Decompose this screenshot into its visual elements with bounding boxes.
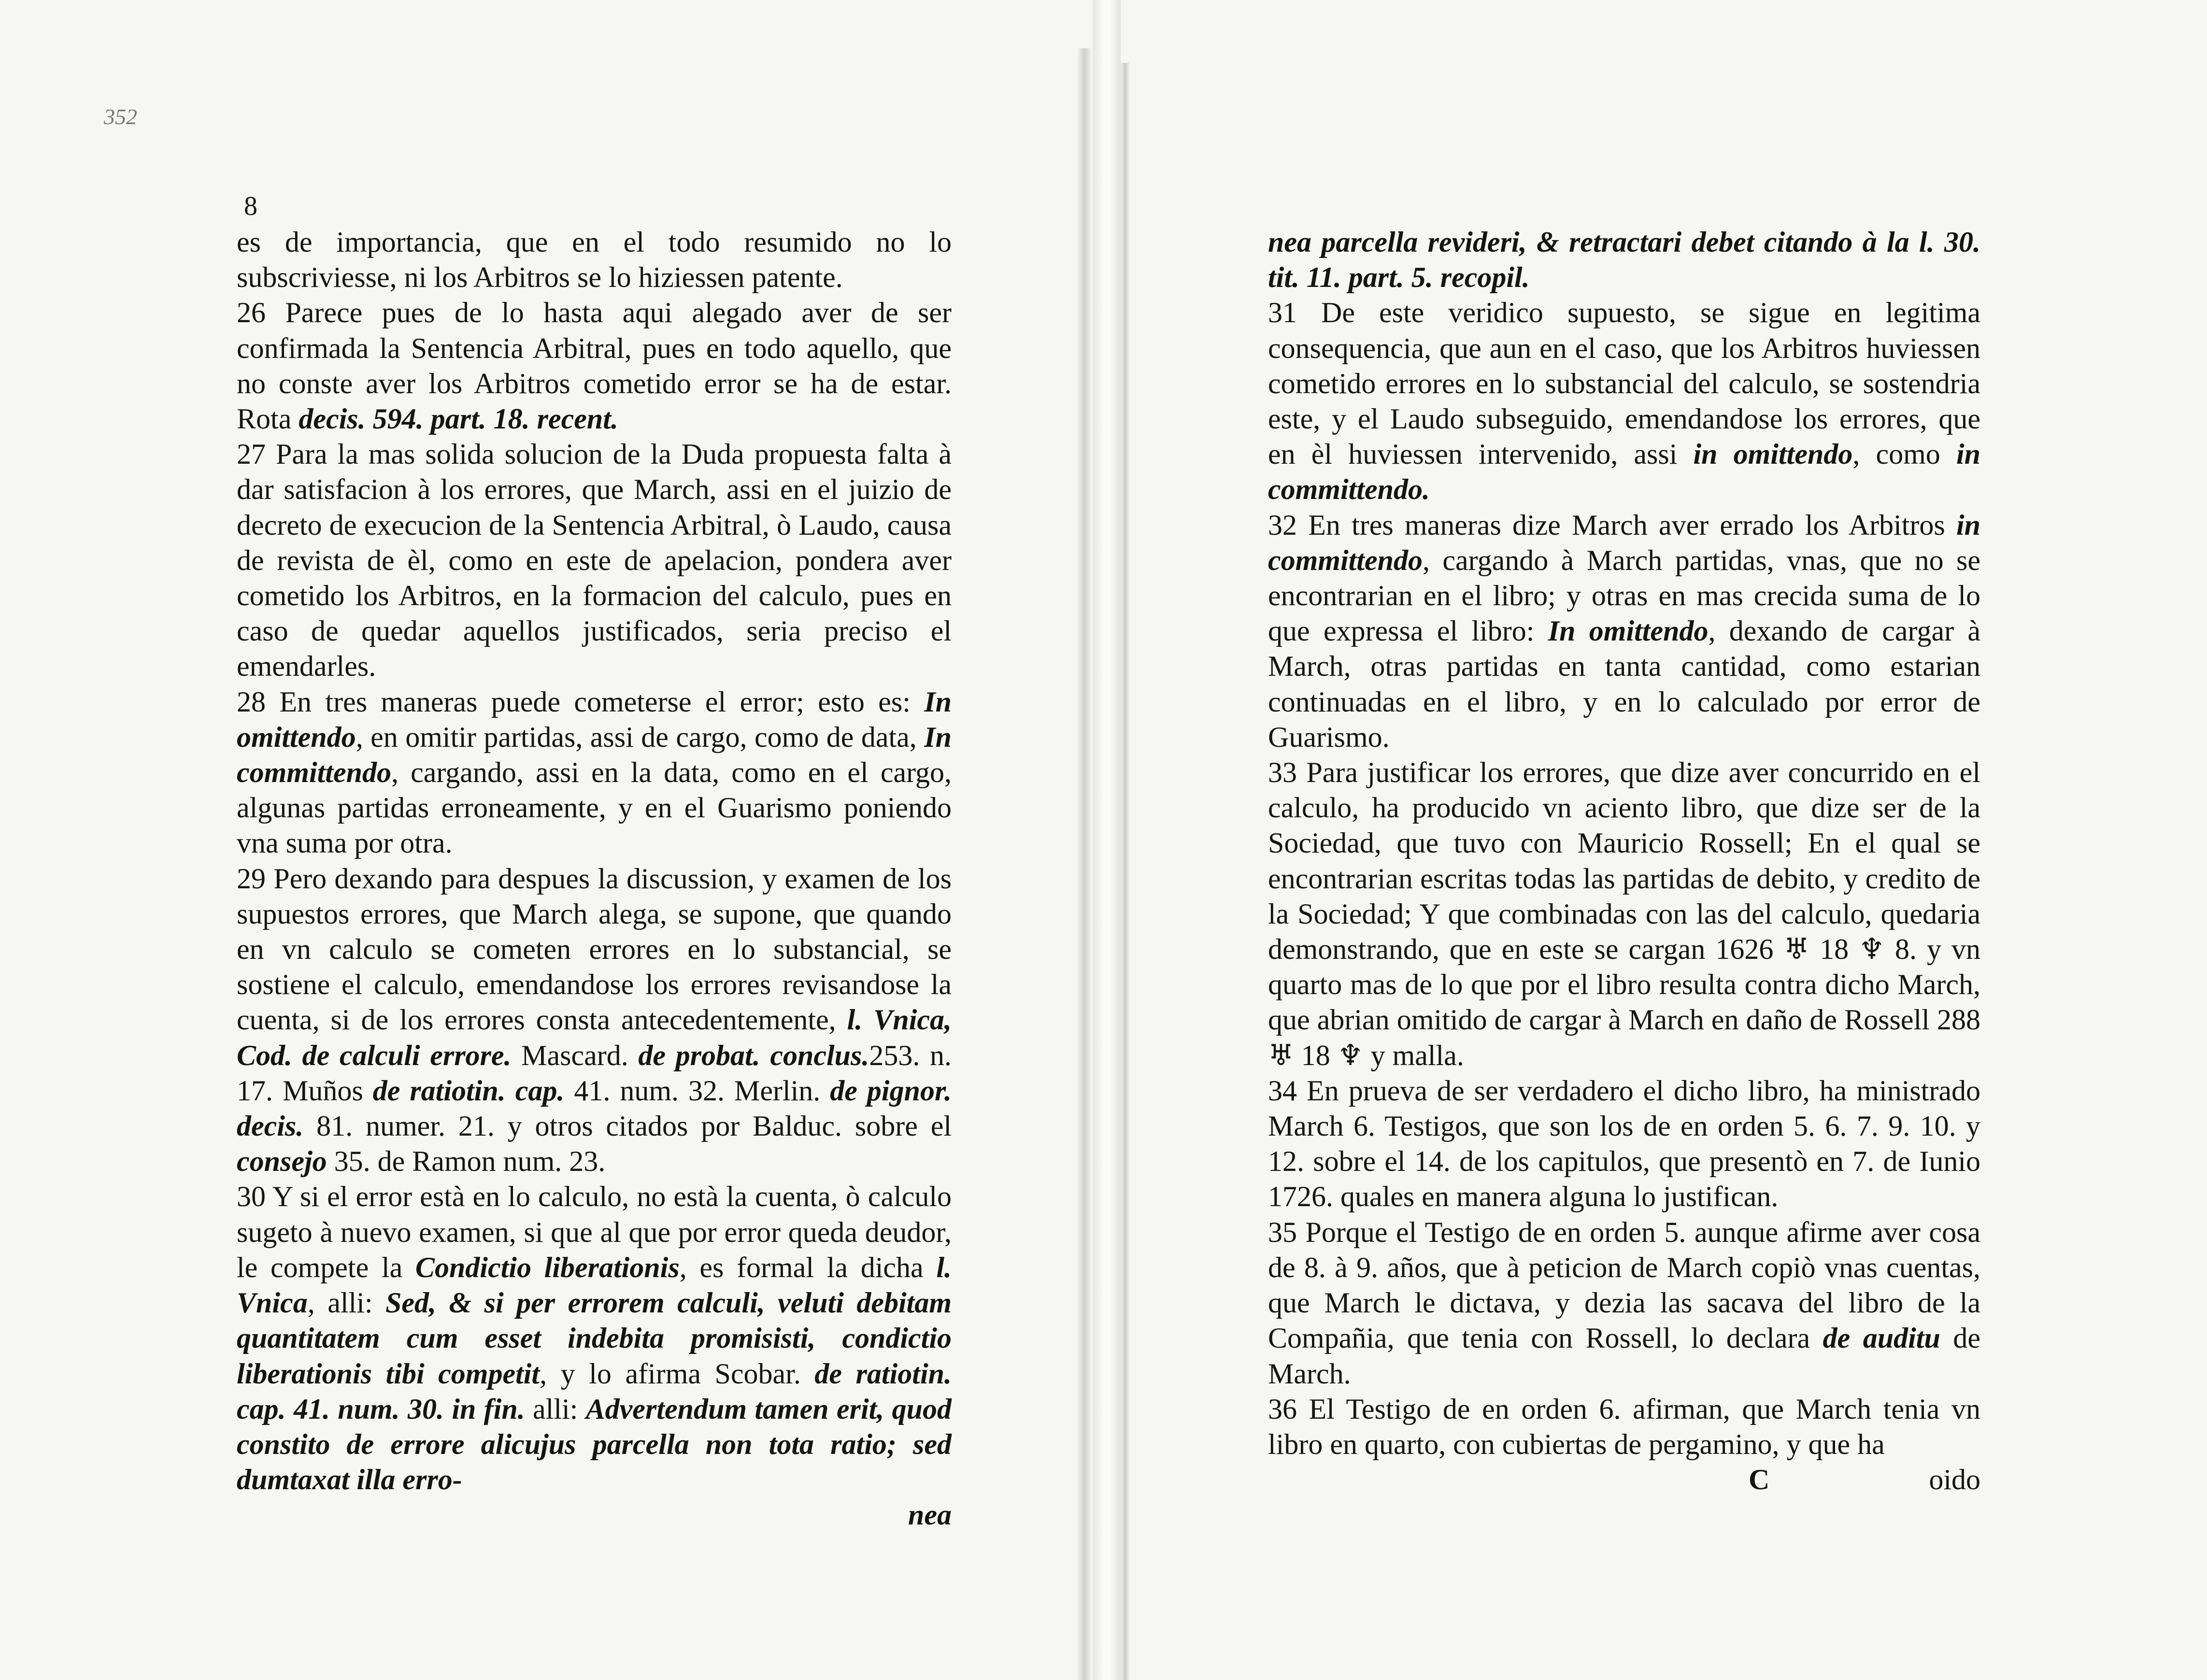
text-run: 35. de Ramon num. 23.: [327, 1145, 606, 1178]
italic-run: in committendo.: [1268, 438, 1980, 506]
italic-run: de auditu: [1823, 1322, 1940, 1354]
page-number: 8: [244, 191, 257, 221]
italic-run: de probat. conclus.: [638, 1039, 869, 1071]
book-gutter: [1093, 0, 1121, 1680]
citation-plain: Rota: [237, 403, 299, 435]
left-text-block: [237, 225, 952, 1533]
text-run: , y lo afirma Scobar.: [540, 1357, 815, 1390]
text-run: , cargando, assi en la data, como en el cargo, algunas partidas erroneamente, y en el Guarismo poniendo vna suma por otra.: [237, 756, 952, 859]
paragraph-36: 36 El Testigo de en orden 6. afirman, que March tenia vn libro en quarto, con cubiertas de pergamino, y que ha: [1268, 1393, 1980, 1460]
italic-run: de ratiotin. cap. 41. num. 30. in fin.: [237, 1357, 952, 1425]
italic-run: in committendo: [1268, 509, 1980, 576]
text-run: Mascard.: [511, 1039, 639, 1071]
paragraph-30: [237, 1179, 952, 1497]
paragraph-27: 27 Para la mas solida solucion de la Duda propuesta falta à dar satisfacion à los errores, que March, assi en el juizio de decreto de execucion de la Sentencia Arbitral, ò Laudo, causa de revista de èl, como en este de apelacion, pondera aver cometido los Arbitros, en la formacion del calculo, pues en caso de quedar aquellos justificados, seria preciso el emendarles.: [237, 438, 952, 683]
italic-run: In omittendo: [237, 685, 952, 753]
text-run: de March.: [1268, 1322, 1980, 1390]
text-run: alli:: [525, 1393, 586, 1425]
italic-run: In committendo: [237, 721, 952, 789]
page-edge: [1077, 48, 1092, 1680]
italic-run: l. Vnica: [237, 1251, 952, 1319]
paragraph-33: 33 Para justificar los errores, que dize aver concurrido en el calculo, ha producido vn aciento libro, que dize ser de la Sociedad, que tuvo con Mauricio Rossell; En el qual se encontrarian escritas todas las partidas de debito, y credito de la Sociedad; Y que combinadas con las del calculo, quedaria demonstrando, que en este se cargan 1626 ♅ 18 ♆ 8. y vn quarto mas de lo que por el libro resulta contra dicho March, que abrian omitido de cargar à March en daño de Rossell 288 ♅ 18 ♆ y malla.: [1268, 756, 1980, 1071]
text-run: , como: [1852, 438, 1956, 470]
italic-run: Sed, & si per errorem calculi, veluti debitam quantitatem cum esset indebita promisisti, condictio liberationis tibi competit: [237, 1287, 952, 1390]
italic-run: consejo: [237, 1145, 327, 1178]
text-run: 253. n. 17. Muños: [237, 1039, 952, 1107]
italic-run: Condictio liberationis: [415, 1251, 680, 1283]
italic-run: in omittendo: [1693, 438, 1853, 470]
text-run: 81. numer. 21. y otros citados por Balduc. sobre el: [303, 1110, 952, 1142]
italic-run: de pignor. decis.: [237, 1074, 952, 1142]
text-run: , cargando à March partidas, vnas, que no se encontrarian en el libro; y otras en mas crecida suma de lo que expressa el libro:: [1268, 544, 1980, 647]
italic-run: Advertendum tamen erit, quod constito de errore alicujus parcella non tota ratio; sed dumtaxat illa erro-: [237, 1393, 952, 1496]
italic-run: de ratiotin. cap.: [372, 1074, 565, 1107]
page-edge: [1121, 63, 1129, 1680]
paragraph-34: 34 En prueva de ser verdadero el dicho libro, ha ministrado March 6. Testigos, que son los de en orden 5. 6. 7. 9. 10. y 12. sobre el 14. de los capitulos, que presentò en 7. de Iunio 1726. quales en manera alguna lo justifican.: [1268, 1074, 1980, 1213]
text-run: , en omitir partidas, assi de cargo, como de data,: [356, 721, 925, 753]
text-run: 31 De este veridico supuesto, se sigue en legitima consequencia, que aun en el caso, que los Arbitros huviessen cometido errores en lo substancial del calculo, se sostendria este, y el Laudo subseguido, emendandose los errores, que en èl huviessen intervenido, assi: [1268, 297, 1980, 470]
text-run: 28 En tres maneras puede cometerse el error; esto es:: [237, 685, 925, 718]
italic-run: l. Vnica, Cod. de calculi errore.: [237, 1004, 952, 1071]
signature-mark: C: [1748, 1464, 1770, 1496]
text-run: 29 Pero dexando para despues la discussion, y examen de los supuestos errores, que March alega, se supone, que quando en vn calculo se cometen errores en lo substancial, se sostiene el calculo, emendandose los errores revisandose la cuenta, si de los errores consta antecedentemente,: [237, 862, 952, 1036]
left-page: [0, 0, 1077, 1680]
italic-run: In omittendo: [1548, 615, 1709, 647]
manuscript-folio-note: 352: [104, 104, 137, 129]
catchword: nea: [908, 1499, 952, 1531]
right-page: [1129, 0, 2207, 1680]
text-run: , dexando de cargar à March, otras partidas en tanta cantidad, como estarian continuadas en el libro, y en lo calculado por error de Guarismo.: [1268, 615, 1981, 753]
catchword: oido: [1929, 1464, 1980, 1496]
text-run: , es formal la dicha: [679, 1251, 937, 1283]
paragraph-text: 26 Parece pues de lo hasta aqui alegado aver de ser confirmada la Sentencia Arbitral, pues en todo aquello, que no conste aver los Arbitros cometido error se ha de estar.: [237, 297, 952, 399]
paragraph: nea parcella revideri, & retractari debet citando à la l. 30. tit. 11. part. 5. recopil.: [1268, 226, 1980, 294]
paragraph-28: [237, 684, 952, 861]
paragraph-29: [237, 861, 952, 1180]
text-run: , alli:: [307, 1287, 385, 1319]
text-run: 35 Porque el Testigo de en orden 5. aunque afirme aver cosa de 8. à 9. años, que à peticion de March copiò vnas cuentas, que March le dictava, y dezia las sacava del libro de la Compañia, que tenia con Rossell, lo declara: [1268, 1216, 1980, 1354]
text-run: 30 Y si el error està en lo calculo, no està la cuenta, ò calculo sugeto à nuevo examen, si que al que por error queda deudor, le compete la: [237, 1181, 952, 1283]
paragraph: es de importancia, que en el todo resumido no lo subscriviesse, ni los Arbitros se lo hiziessen patente.: [237, 226, 952, 294]
text-run: 32 En tres maneras dize March aver errado los Arbitros: [1268, 509, 1956, 541]
paragraph-26: [237, 295, 952, 437]
text-run: 41. num. 32. Merlin.: [564, 1074, 830, 1107]
citation-italic: decis. 594. part. 18. recent.: [299, 403, 618, 435]
